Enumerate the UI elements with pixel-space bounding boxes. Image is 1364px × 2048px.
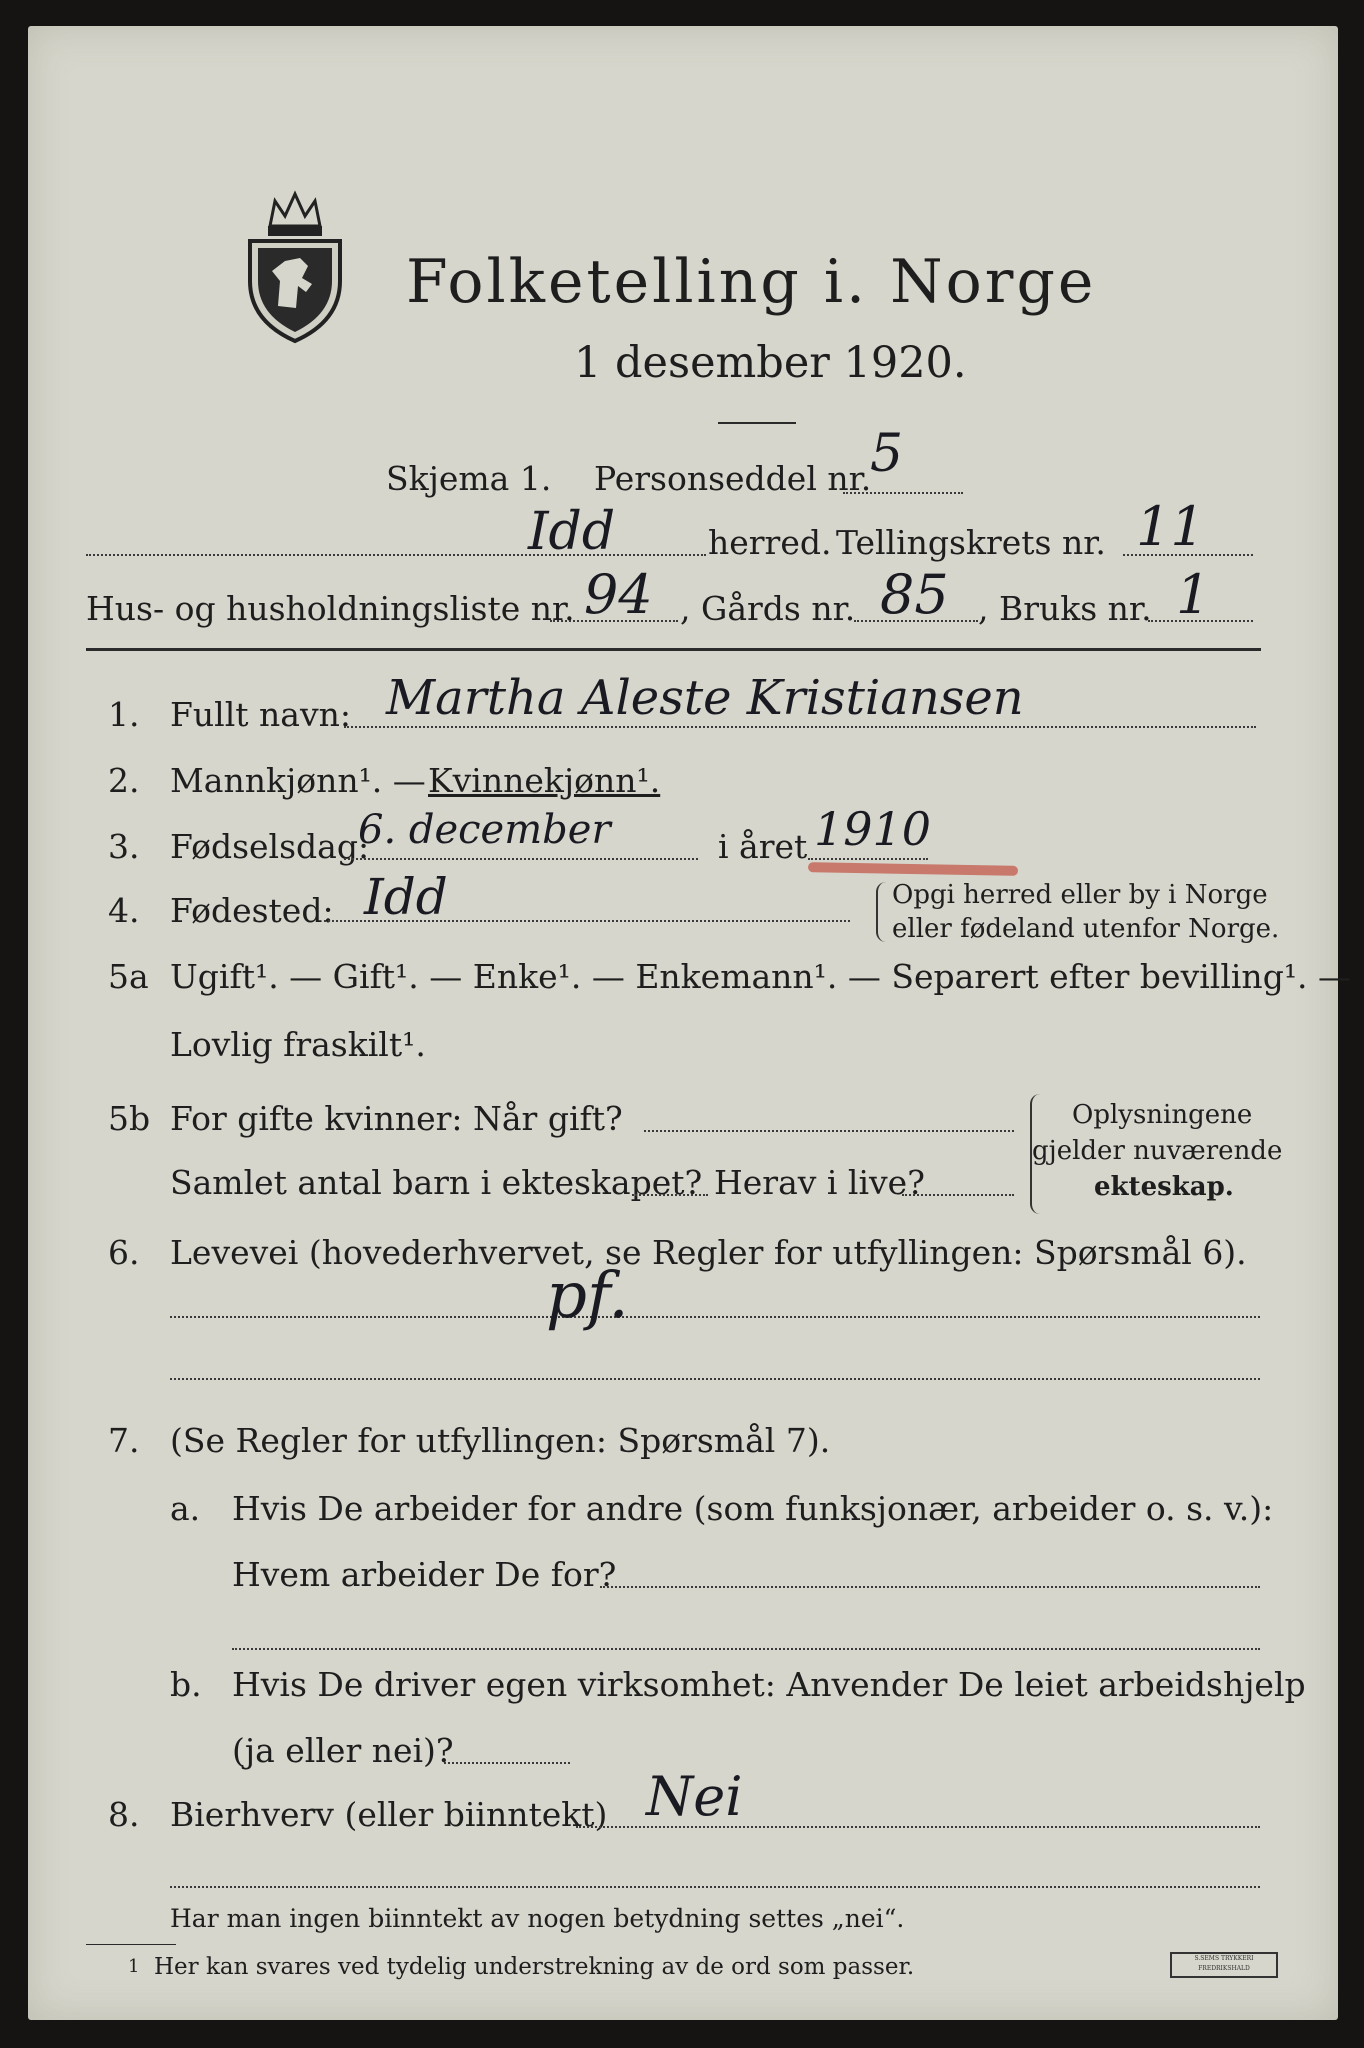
q7a-line2: Hvem arbeider De for? <box>232 1555 617 1594</box>
q3-date-line <box>344 858 698 860</box>
census-date: 1 desember 1920. <box>574 338 967 388</box>
q5a-number: 5a <box>108 957 149 996</box>
q3-number: 3. <box>108 827 140 866</box>
q6-label: Levevei (hovederhvervet, se Regler for utfyllingen: Spørsmål 6). <box>170 1233 1247 1272</box>
q5b-alive-line <box>902 1194 1014 1196</box>
hus-label: Hus- og husholdningsliste nr. <box>86 589 575 628</box>
q5b-note-line1: Oplysningene <box>1072 1100 1253 1130</box>
occupation-value: pf. <box>546 1259 629 1333</box>
gards-label: , Gårds nr. <box>680 589 856 628</box>
q5b-married-line <box>644 1130 1014 1132</box>
header-divider <box>718 422 796 424</box>
q5b-line1: For gifte kvinner: Når gift? <box>170 1099 623 1138</box>
q4-brace <box>876 882 888 942</box>
q7a-line1: Hvis De arbeider for andre (som funksjonær, arbeider o. s. v.): <box>232 1489 1274 1528</box>
q5b-note-line3: ekteskap. <box>1094 1172 1234 1202</box>
q1-line <box>344 726 1256 728</box>
q3-year-line <box>808 858 928 860</box>
q1-number: 1. <box>108 695 140 734</box>
q7b-line1: Hvis De driver egen virksomhet: Anvender De leiet arbeidshjelp <box>232 1665 1306 1704</box>
q5b-alive-label: Herav i live? <box>714 1163 925 1202</box>
birthplace-value: Idd <box>364 868 448 926</box>
section-divider <box>86 648 1261 651</box>
footnote-number: 1 <box>128 1956 140 1977</box>
footnote-divider <box>86 1944 176 1945</box>
printer-stamp: S.SEMS TRYKKERI FREDRIKSHALD <box>1170 1952 1278 1978</box>
q6-line1 <box>170 1316 1260 1318</box>
tellingskrets-label: Tellingskrets nr. <box>836 523 1106 562</box>
personseddel-label: Personseddel nr. <box>594 459 872 498</box>
personseddel-line <box>843 492 963 494</box>
q8-number: 8. <box>108 1795 140 1834</box>
q5b-number: 5b <box>108 1099 151 1138</box>
q7a-extra-line <box>232 1648 1260 1650</box>
q4-label: Fødested: <box>170 891 334 930</box>
q7a-letter: a. <box>170 1489 201 1528</box>
birth-date-value: 6. december <box>358 807 611 853</box>
q2-number: 2. <box>108 761 140 800</box>
q8-label: Bierhverv (eller biinntekt) <box>170 1795 608 1834</box>
census-form-sheet <box>28 26 1352 2020</box>
q3-year-label: i året <box>718 827 808 866</box>
q4-note-line1: Opgi herred eller by i Norge <box>892 880 1268 910</box>
q5a-line1: Ugift¹. — Gift¹. — Enke¹. — Enkemann¹. — Separert efter bevilling¹. — <box>170 957 1352 996</box>
q6-number: 6. <box>108 1233 140 1272</box>
herred-value: Idd <box>528 502 616 562</box>
tellingskrets-value: 11 <box>1136 495 1205 558</box>
footer-note: Har man ingen biinntekt av nogen betydning settes „nei“. <box>170 1904 905 1933</box>
q7b-line2: (ja eller nei)? <box>232 1731 454 1770</box>
gards-value: 85 <box>880 563 949 626</box>
q7-number: 7. <box>108 1421 140 1460</box>
q4-note-line2: eller fødeland utenfor Norge. <box>892 914 1280 944</box>
q7a-employer-line <box>600 1586 1260 1588</box>
form-title: Folketelling i. Norge <box>406 247 1097 317</box>
footnote-text: Her kan svares ved tydelig understrekning av de ord som passer. <box>154 1954 915 1980</box>
bruks-label: , Bruks nr. <box>978 589 1152 628</box>
q5b-children-line <box>632 1194 708 1196</box>
birth-year-value: 1910 <box>814 802 932 856</box>
q7-label: (Se Regler for utfyllingen: Spørsmål 7). <box>170 1421 831 1460</box>
side-income-value: Nei <box>646 1765 743 1828</box>
q1-label: Fullt navn: <box>170 695 351 734</box>
q5b-note-line2: gjelder nuværende <box>1032 1136 1283 1166</box>
q4-number: 4. <box>108 891 140 930</box>
herred-label: herred. <box>708 523 832 562</box>
q6-line2 <box>170 1378 1260 1380</box>
q7b-letter: b. <box>170 1665 202 1704</box>
q2-kvinne-label: Kvinnekjønn¹. <box>428 761 661 800</box>
skjema-label: Skjema 1. <box>386 459 552 498</box>
hus-value: 94 <box>584 563 653 626</box>
personseddel-value: 5 <box>870 424 904 484</box>
q2-mann-label: Mannkjønn¹. — <box>170 761 426 800</box>
q5b-children-label: Samlet antal barn i ekteskapet? <box>170 1163 703 1202</box>
q8-extra-line <box>170 1886 1260 1888</box>
full-name-value: Martha Aleste Kristiansen <box>386 670 1024 726</box>
q5a-line2: Lovlig fraskilt¹. <box>170 1025 426 1064</box>
coat-of-arms-icon <box>240 186 350 346</box>
bruks-value: 1 <box>1176 563 1211 626</box>
q7b-line <box>444 1762 570 1764</box>
q3-label: Fødselsdag: <box>170 827 370 866</box>
red-pencil-mark <box>808 862 1018 876</box>
